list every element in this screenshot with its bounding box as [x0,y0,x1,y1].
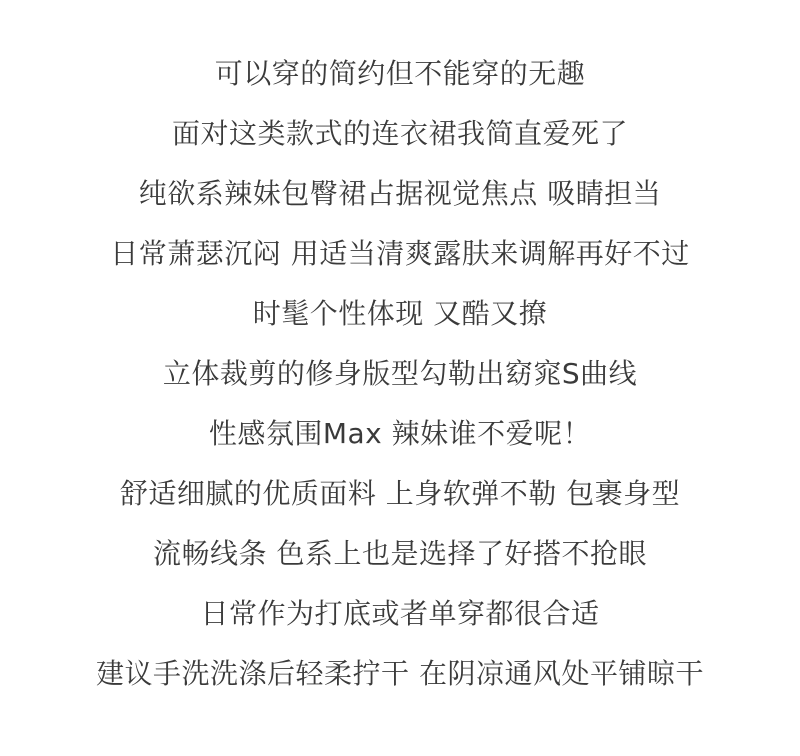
product-description [0,44,800,704]
description-line: 性感氛围Max 辣妹谁不爱呢！ [208,417,592,450]
description-line: 时髦个性体现 又酷又撩 [252,297,548,330]
description-line: 纯欲系辣妹包臀裙占据视觉焦点 吸睛担当 [138,177,662,210]
description-line: 立体裁剪的修身版型勾勒出窈窕S曲线 [162,357,638,390]
description-line: 流畅线条 色系上也是选择了好搭不抢眼 [153,537,647,570]
description-line: 面对这类款式的连衣裙我简直爱死了 [171,117,628,150]
description-line: 舒适细腻的优质面料 上身软弹不勒 包裹身型 [119,477,681,510]
description-line: 可以穿的简约但不能穿的无趣 [214,57,586,90]
description-line: 日常萧瑟沉闷 用适当清爽露肤来调解再好不过 [110,237,690,270]
description-line: 日常作为打底或者单穿都很合适 [200,597,600,630]
description-line: 建议手洗洗涤后轻柔拧干 在阴凉通风处平铺晾干 [96,657,704,690]
